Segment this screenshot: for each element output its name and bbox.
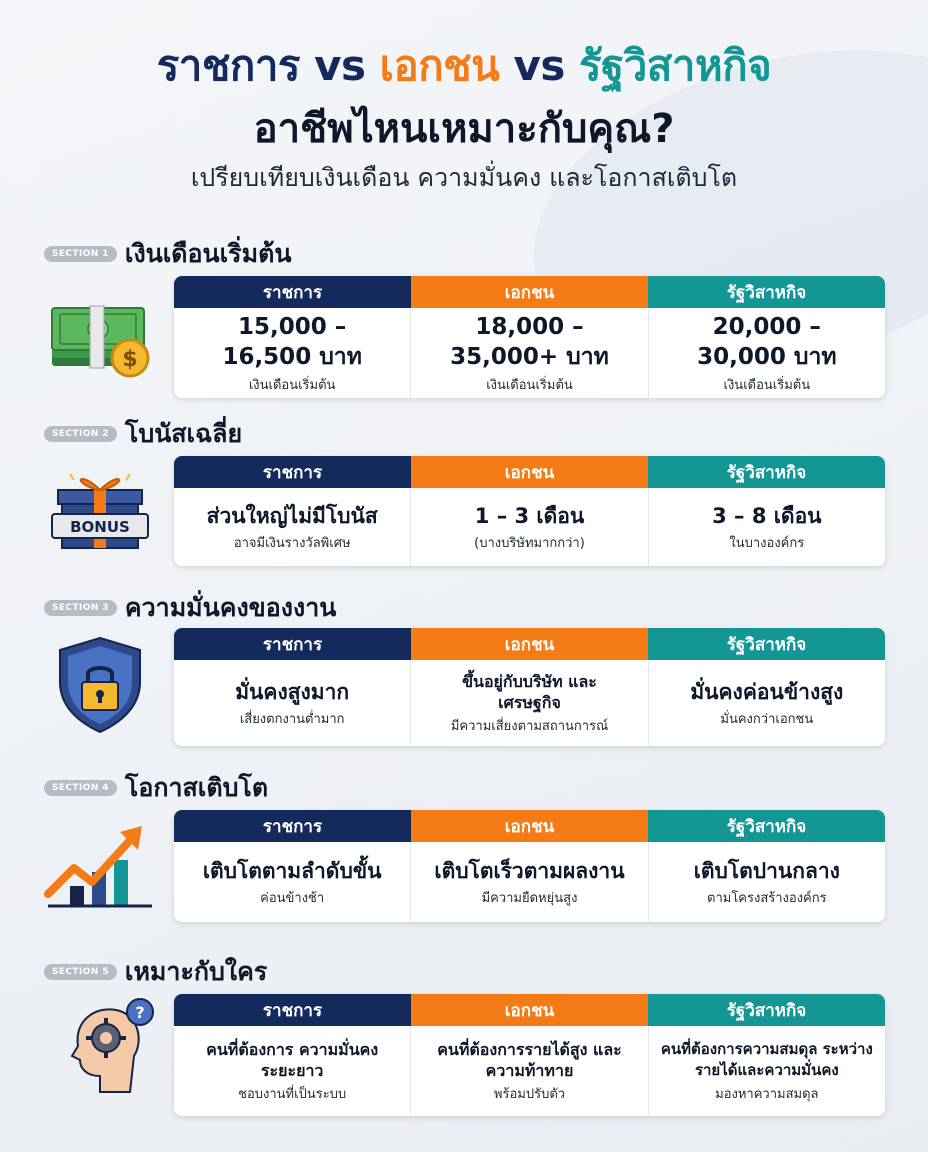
cell-main: 3 – 8 เดือน [712, 503, 822, 528]
column-header-state-enterprise: รัฐวิสาหกิจ [648, 810, 885, 842]
card-body [174, 308, 885, 398]
title-vs: vs [314, 41, 366, 90]
card-body [174, 660, 885, 746]
page-title [0, 40, 928, 92]
cell-sub: พร้อมปรับตัว [493, 1086, 566, 1102]
section-badge: SECTION 1 [44, 246, 117, 262]
cell-main: คนที่ต้องการรายได้สูง และความท้าทาย [437, 1039, 622, 1080]
header [0, 40, 928, 194]
cell-sub: มั่นคงกว่าเอกชน [720, 711, 814, 727]
section-header [44, 772, 268, 804]
cell-main: มั่นคงค่อนข้างสูง [690, 679, 844, 704]
cell-government [174, 842, 411, 922]
column-header-state-enterprise: รัฐวิสาหกิจ [648, 276, 885, 308]
section-title: โบนัสเฉลี่ย [124, 419, 243, 448]
cell-state-enterprise [649, 842, 885, 922]
svg-text:?: ? [135, 1003, 145, 1022]
column-header-government: ราชการ [174, 628, 411, 660]
comparison-card [174, 994, 885, 1116]
card-header [174, 276, 885, 308]
card-header [174, 628, 885, 660]
column-header-private: เอกชน [411, 810, 648, 842]
cell-sub: ในบางองค์กร [729, 535, 805, 551]
comparison-card [174, 276, 885, 398]
cell-private [411, 1026, 648, 1116]
cell-sub: มีความยืดหยุ่นสูง [481, 890, 578, 906]
card-body [174, 842, 885, 922]
cell-main: เติบโตเร็วตามผลงาน [434, 858, 625, 883]
section-badge: SECTION 4 [44, 780, 117, 796]
cell-main: เติบโตตามลำดับขั้น [202, 858, 382, 883]
comparison-card [174, 810, 885, 922]
title-part-government: ราชการ [156, 41, 300, 90]
cell-main: 20,000 – 30,000 บาท [697, 313, 837, 370]
column-header-state-enterprise: รัฐวิสาหกิจ [648, 628, 885, 660]
cell-main: เติบโตปานกลาง [693, 858, 840, 883]
bonus-gift-icon [40, 460, 160, 560]
card-header [174, 810, 885, 842]
cell-main: ขึ้นอยู่กับบริษัท และเศรษฐกิจ [462, 671, 597, 712]
page-subtitle: เปรียบเทียบเงินเดือน ความมั่นคง และโอกาสเติบโต [190, 163, 738, 192]
cell-main: คนที่ต้องการความสมดุล ระหว่างรายได้และความมั่นคง [660, 1039, 873, 1079]
column-header-private: เอกชน [411, 628, 648, 660]
cell-sub: มองหาความสมดุล [715, 1086, 819, 1102]
svg-text:$: $ [122, 347, 138, 372]
section-title: ความมั่นคงของงาน [124, 593, 337, 622]
column-header-government: ราชการ [174, 276, 411, 308]
cell-sub: อาจมีเงินรางวัลพิเศษ [233, 535, 351, 551]
cell-sub: เงินเดือนเริ่มต้น [248, 377, 336, 393]
comparison-card [174, 628, 885, 746]
page-title-line2: อาชีพไหนเหมาะกับคุณ? [253, 106, 675, 152]
column-header-private: เอกชน [411, 994, 648, 1026]
section-badge: SECTION 3 [44, 600, 117, 616]
cell-state-enterprise [649, 488, 885, 566]
comparison-card [174, 456, 885, 566]
cell-sub: (บางบริษัทมากกว่า) [474, 535, 585, 551]
section-header [44, 592, 336, 624]
section-header [44, 956, 267, 988]
cell-sub: มีความเสี่ยงตามสถานการณ์ [450, 718, 609, 734]
cell-main: มั่นคงสูงมาก [235, 679, 350, 704]
title-part-state-enterprise: รัฐวิสาหกิจ [578, 41, 772, 90]
cell-main: ส่วนใหญ่ไม่มีโบนัส [206, 503, 378, 528]
cell-sub: ตามโครงสร้างองค์กร [707, 890, 827, 906]
title-vs: vs [513, 41, 565, 90]
cell-sub: ค่อนข้างช้า [260, 890, 325, 906]
section-badge: SECTION 2 [44, 426, 117, 442]
column-header-private: เอกชน [411, 456, 648, 488]
growth-chart-icon [40, 816, 160, 916]
cell-sub: เงินเดือนเริ่มต้น [723, 377, 811, 393]
column-header-state-enterprise: รัฐวิสาหกิจ [648, 456, 885, 488]
cell-private [411, 660, 648, 746]
cell-sub: เงินเดือนเริ่มต้น [486, 377, 573, 393]
bonus-label: BONUS [70, 518, 130, 536]
card-body [174, 488, 885, 566]
cell-private [411, 842, 648, 922]
card-body [174, 1026, 885, 1116]
cell-government [174, 660, 411, 746]
cell-government [174, 1026, 411, 1116]
card-header [174, 456, 885, 488]
cell-government [174, 308, 411, 398]
section-header [44, 238, 291, 270]
cell-main: 18,000 – 35,000+ บาท [450, 313, 609, 370]
cell-private [411, 308, 648, 398]
shield-lock-icon [40, 634, 160, 734]
cell-state-enterprise [649, 660, 885, 746]
cell-private [411, 488, 648, 566]
cell-main: 15,000 – 16,500 บาท [222, 313, 362, 370]
cell-main: 1 – 3 เดือน [474, 503, 585, 528]
title-part-private: เอกชน [379, 41, 500, 90]
card-header [174, 994, 885, 1026]
section-badge: SECTION 5 [44, 964, 117, 980]
cell-state-enterprise [649, 308, 885, 398]
cell-main: คนที่ต้องการ ความมั่นคงระยะยาว [206, 1039, 379, 1080]
column-header-government: ราชการ [174, 994, 411, 1026]
column-header-state-enterprise: รัฐวิสาหกิจ [648, 994, 885, 1026]
head-gear-question-icon [40, 996, 160, 1096]
cell-state-enterprise [649, 1026, 885, 1116]
section-title: เหมาะกับใคร [124, 957, 268, 986]
cell-government [174, 488, 411, 566]
money-stack-icon [40, 286, 160, 386]
section-title: โอกาสเติบโต [124, 773, 269, 802]
column-header-government: ราชการ [174, 810, 411, 842]
cell-sub: ชอบงานที่เป็นระบบ [238, 1086, 347, 1102]
column-header-private: เอกชน [411, 276, 648, 308]
column-header-government: ราชการ [174, 456, 411, 488]
section-title: เงินเดือนเริ่มต้น [124, 239, 292, 268]
cell-sub: เสี่ยงตกงานต่ำมาก [239, 711, 345, 727]
section-header [44, 418, 242, 450]
